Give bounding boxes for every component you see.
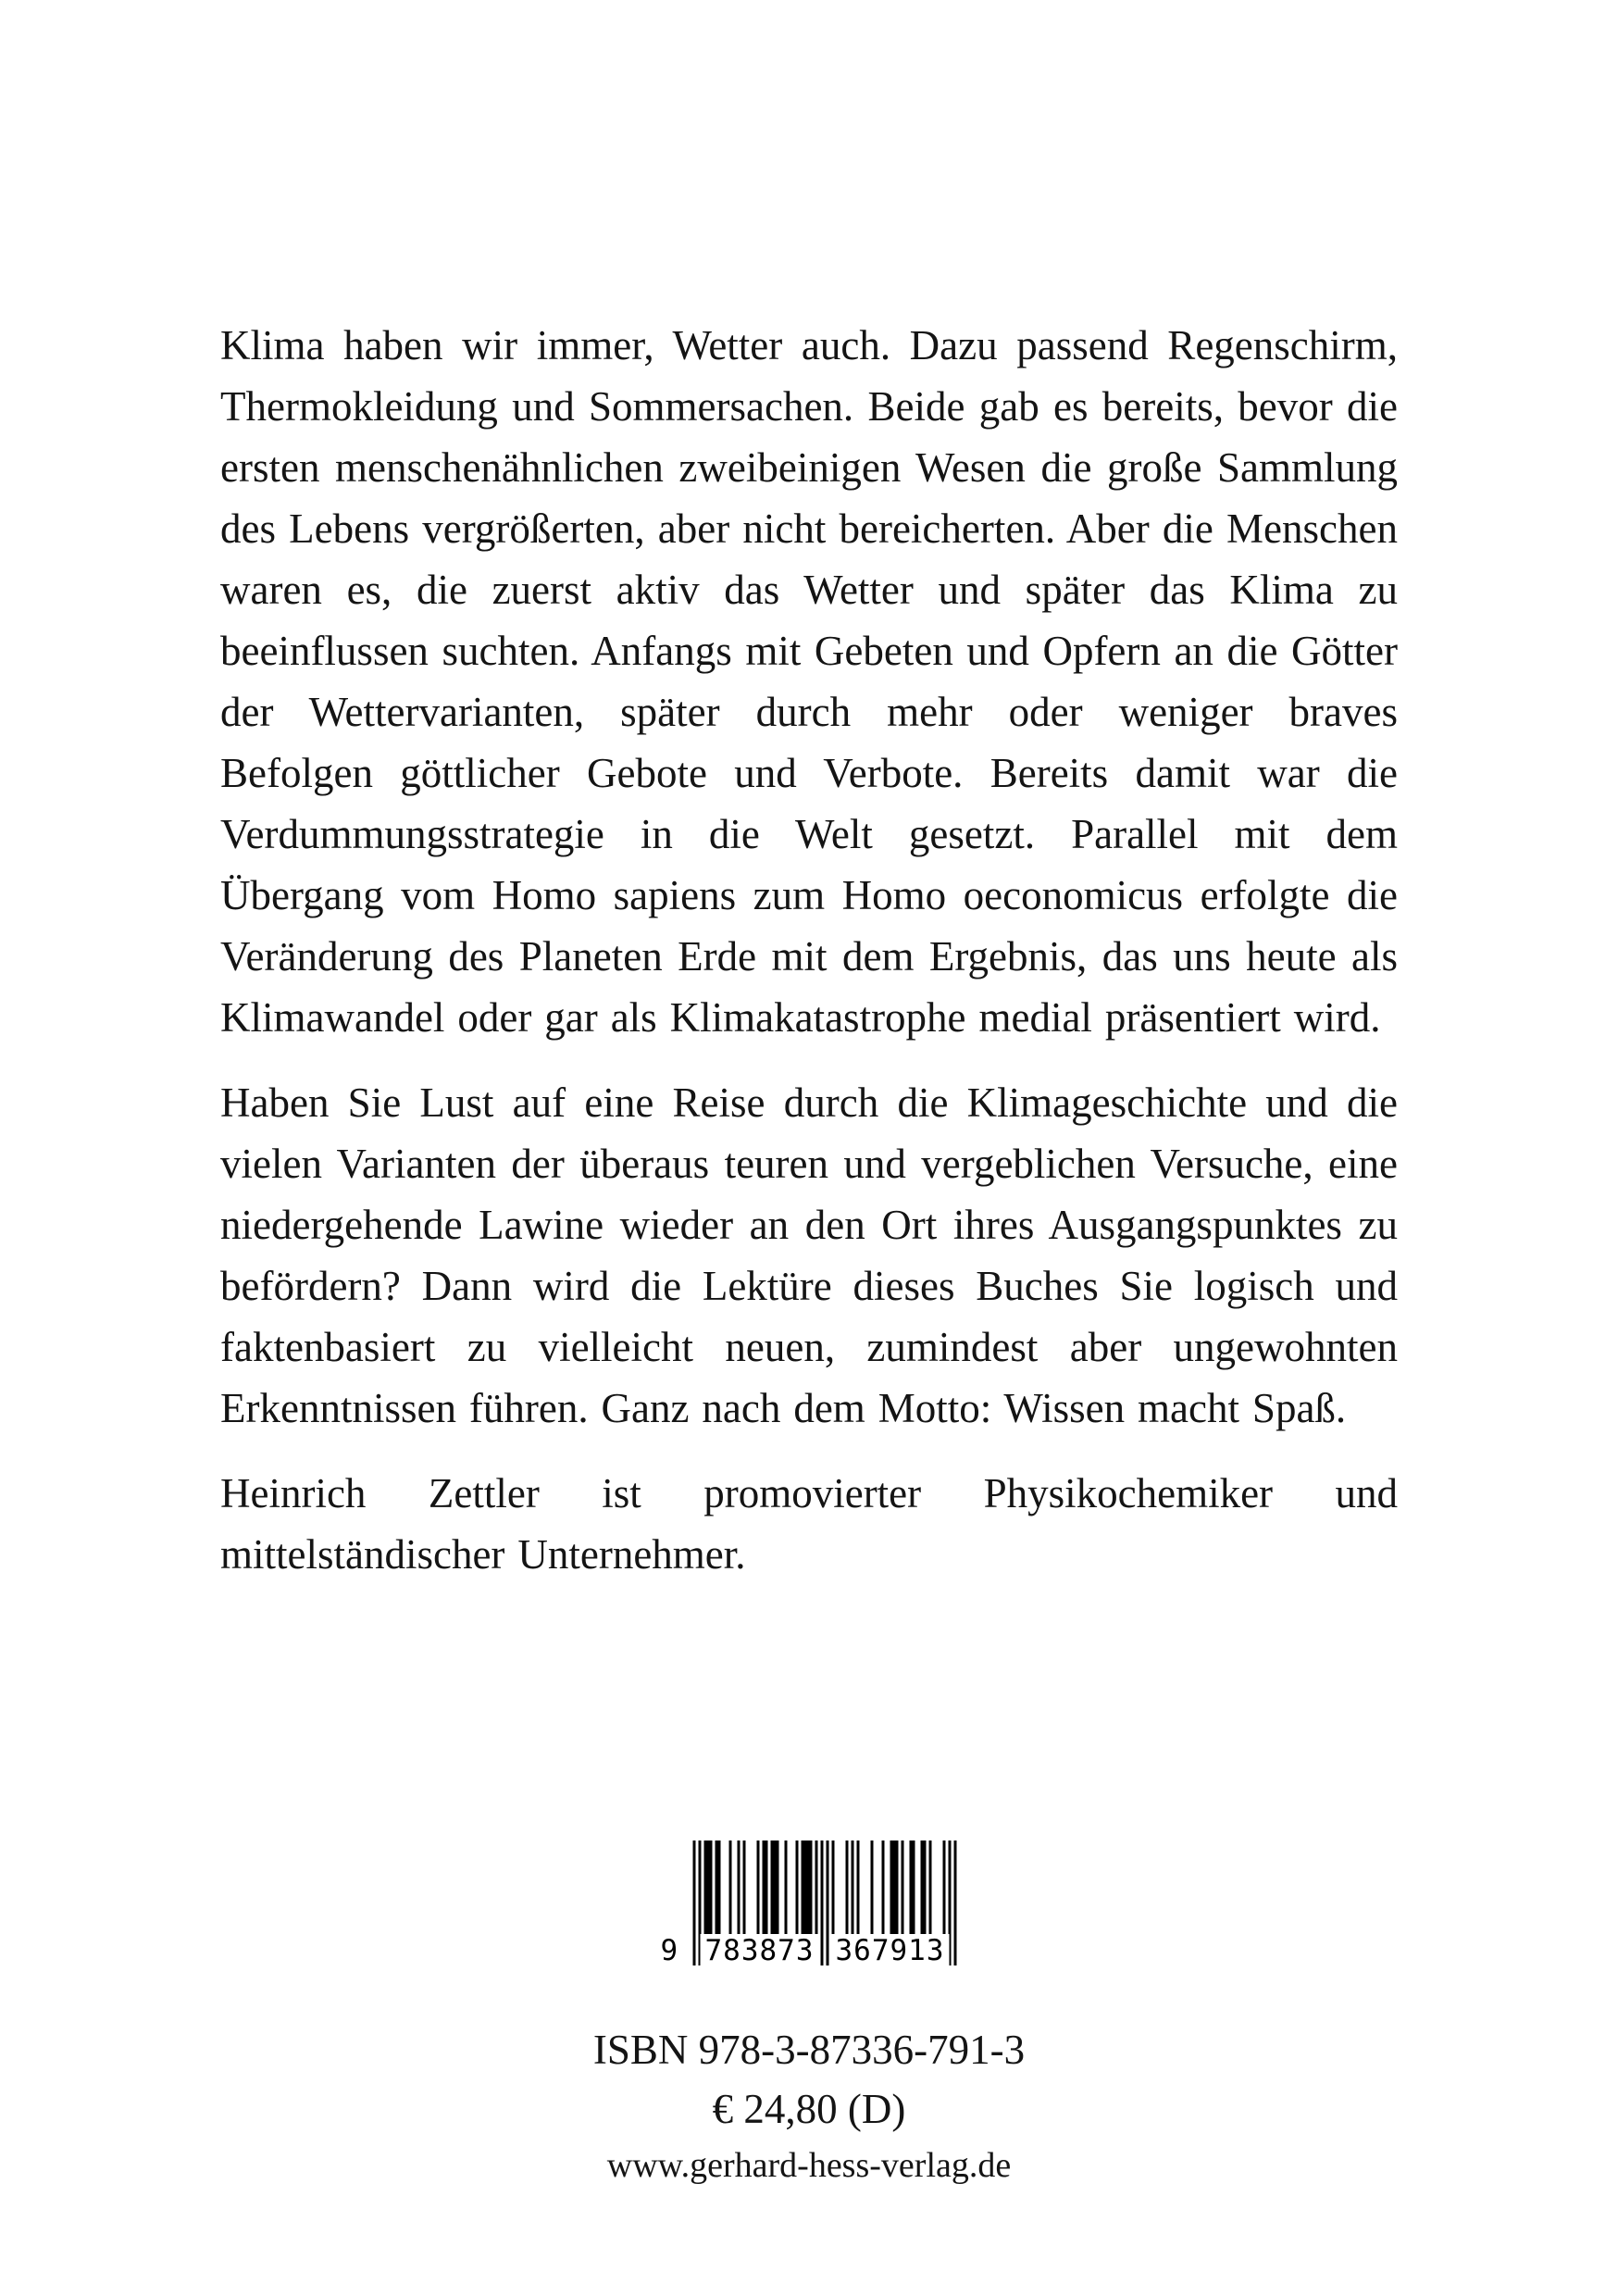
blurb-paragraph-author: Heinrich Zettler ist promovierter Physikochemiker und mittelständischer Unternehmer. (220, 1470, 1398, 1578)
barcode-lead-digit: 9 (656, 1934, 684, 1967)
barcode (662, 1841, 957, 1972)
website-text: www.gerhard-hess-verlag.de (606, 2146, 1012, 2185)
barcode-right-group: 367913 (831, 1934, 950, 1967)
publisher-info (0, 2020, 1618, 2192)
isbn-text: ISBN 978-3-87336-791-3 (592, 2027, 1026, 2073)
blurb-paragraph-invitation: Haben Sie Lust auf eine Reise durch die Klimageschichte und die vielen Varianten der überaus teuren und vergeblichen Versuche, eine niedergehende Lawine wieder an den Ort ihres Ausgangspunktes zu befördern? Dann wird die Lektüre dieses Buches Sie logisch und faktenbasiert zu vielleicht neuen, zumindest aber ungewohnten Erkenntnissen führen. Ganz nach dem Motto: Wissen macht Spaß. (220, 1079, 1398, 1431)
blurb-paragraph-climate: Klima haben wir immer, Wetter auch. Dazu passend Regenschirm, Thermokleidung und Sommersachen. Beide gab es bereits, bevor die ersten menschenähnlichen zweibeinigen Wesen die große Sammlung des Lebens vergrößerten, aber nicht bereicherten. Aber die Menschen waren es, die zuerst aktiv das Wetter und später das Klima zu beeinflussen suchten. Anfangs mit Gebeten und Opfern an die Götter der Wettervarianten, später durch mehr oder weniger braves Befolgen göttlicher Gebote und Verbote. Bereits damit war die Verdummungsstrategie in die Welt gesetzt. Parallel mit dem Übergang vom Homo sapiens zum Homo oeconomicus erfolgte die Veränderung des Planeten Erde mit dem Ergebnis, das uns heute als Klimawandel oder gar als Klimakatastrophe medial präsentiert wird. (220, 322, 1398, 1041)
barcode-left-group: 783873 (701, 1934, 819, 1967)
price-text: € 24,80 (D) (712, 2086, 906, 2132)
blurb (220, 315, 1398, 1609)
